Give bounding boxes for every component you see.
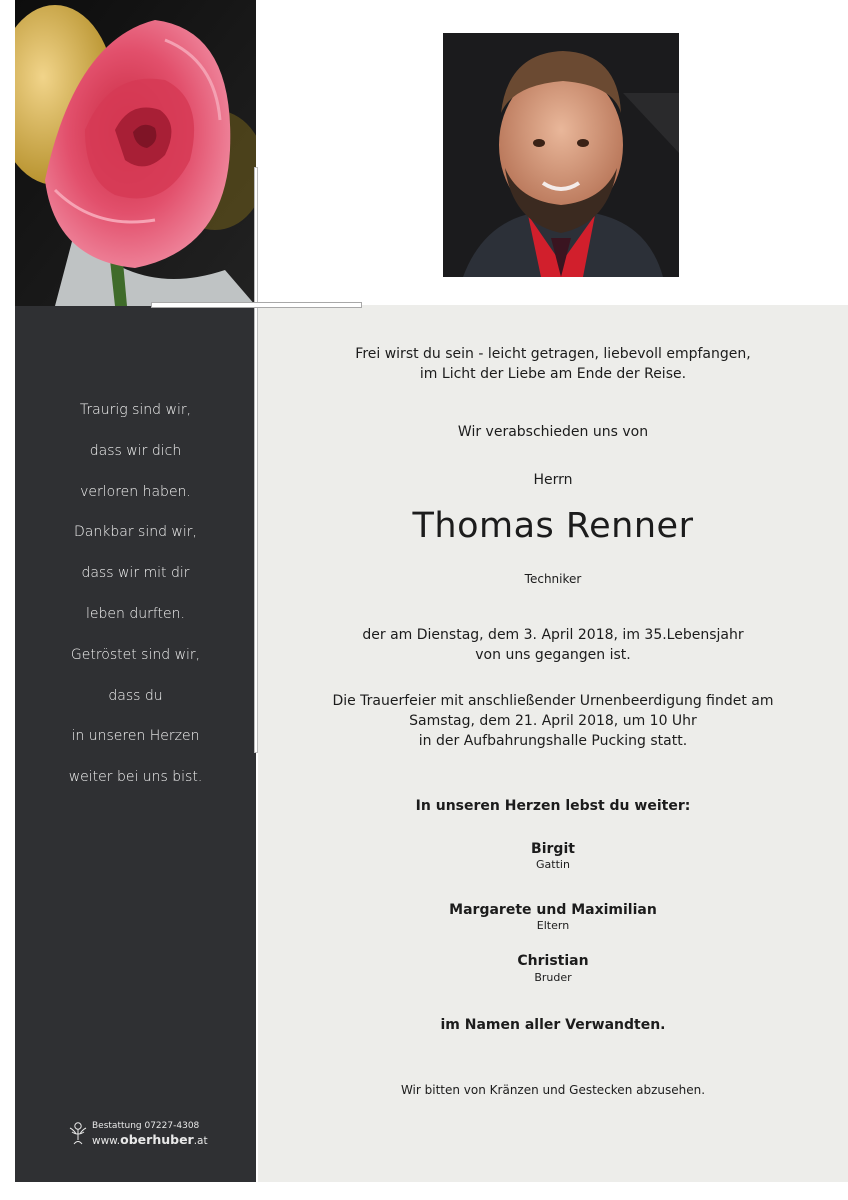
cross-horizontal-beam xyxy=(151,302,362,308)
poem xyxy=(15,390,256,798)
mourner-relation: Gattin xyxy=(536,858,570,871)
poem-line: Traurig sind wir, xyxy=(79,402,192,418)
poem-line: verloren haben. xyxy=(80,483,191,500)
death-notice-line-2: von uns gegangen ist. xyxy=(475,647,631,663)
mourner-name: Birgit xyxy=(531,841,575,857)
poem-panel xyxy=(15,306,256,1182)
portrait-photo xyxy=(443,33,679,277)
poem-line: leben durften. xyxy=(86,605,185,622)
logo-website: www.oberhuber.at xyxy=(92,1132,208,1147)
angel-icon xyxy=(67,1120,89,1146)
funeral-home-logo xyxy=(67,1120,227,1150)
deceased-profession: Techniker xyxy=(524,572,582,586)
poem-line: Getröstet sind wir, xyxy=(70,646,201,663)
rose-image xyxy=(15,0,256,306)
mourners-heading: In unseren Herzen lebst du weiter: xyxy=(415,798,691,814)
mourner-name: Christian xyxy=(517,953,589,969)
poem-line: dass wir mit dir xyxy=(81,565,190,582)
closing-text: im Namen aller Verwandten. xyxy=(440,1017,666,1033)
mourner-relation: Bruder xyxy=(534,971,572,984)
poem-line: dass du xyxy=(108,687,163,704)
poem-line: in unseren Herzen xyxy=(71,728,200,745)
ceremony-line-1: Die Trauerfeier mit anschließender Urnenbeerdigung findet am xyxy=(332,693,774,709)
poem-line: dass wir dich xyxy=(89,442,182,459)
mourner-name: Margarete und Maximilian xyxy=(449,902,657,918)
obituary-content xyxy=(258,305,848,1182)
salutation: Herrn xyxy=(533,472,573,488)
farewell-text: Wir verabschieden uns von xyxy=(457,424,649,440)
ceremony-line-3: in der Aufbahrungshalle Pucking statt. xyxy=(418,733,688,749)
logo-phone: Bestattung 07227-4308 xyxy=(92,1121,200,1131)
poem-line: weiter bei uns bist. xyxy=(68,769,203,786)
deceased-name: Thomas Renner xyxy=(412,506,694,546)
verse-line-2: im Licht der Liebe am Ende der Reise. xyxy=(419,366,687,382)
cross-vertical-beam xyxy=(254,167,258,753)
verse-line-1: Frei wirst du sein - leicht getragen, liebevoll empfangen, xyxy=(355,346,751,362)
death-notice-line-1: der am Dienstag, dem 3. April 2018, im 35.Lebensjahr xyxy=(362,627,744,643)
poem-line: Dankbar sind wir, xyxy=(74,524,197,541)
ceremony-line-2: Samstag, dem 21. April 2018, um 10 Uhr xyxy=(409,713,697,729)
mourner-relation: Eltern xyxy=(536,919,570,932)
request-text: Wir bitten von Kränzen und Gestecken abzusehen. xyxy=(400,1083,706,1097)
